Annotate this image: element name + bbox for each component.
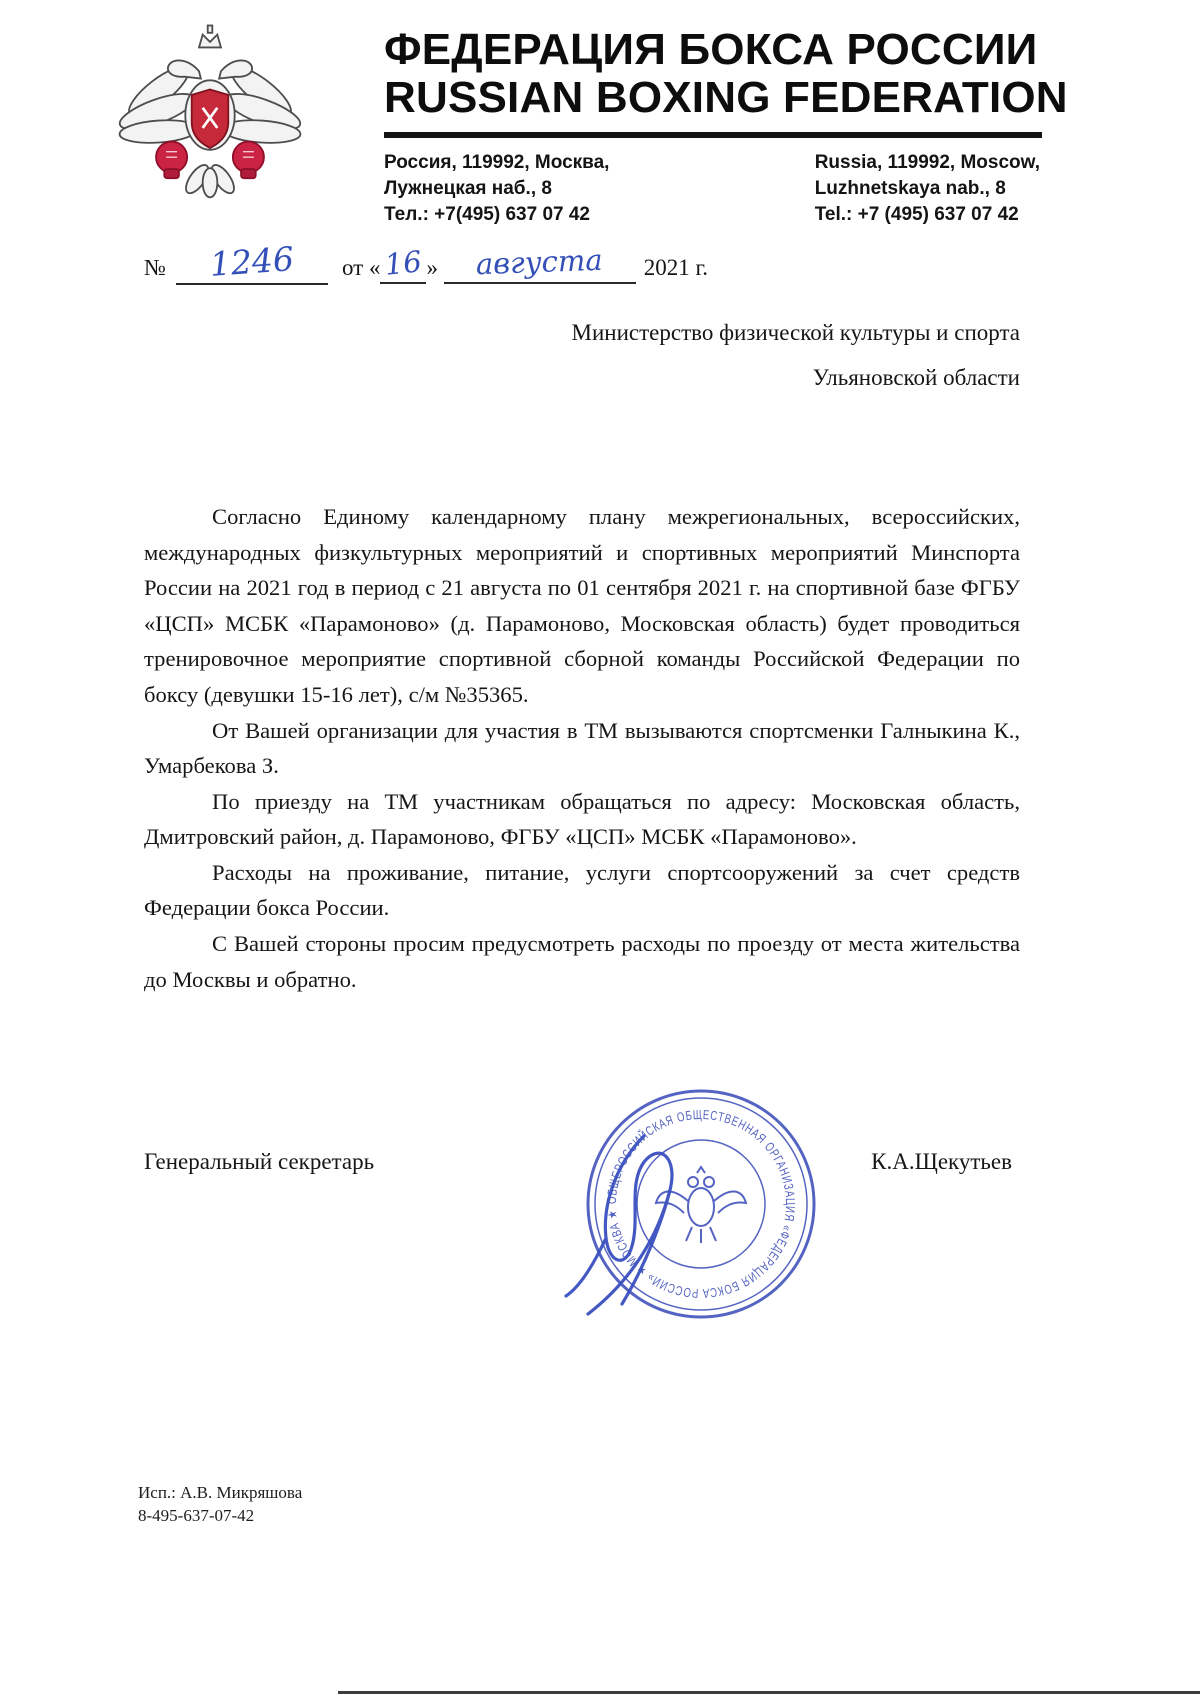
address-en [815,150,1040,229]
executor-phone: 8-495-637-07-42 [138,1505,255,1525]
signature-ink-icon [548,1118,733,1323]
executor-footer [138,1482,302,1528]
body-paragraph: Расходы на проживание, питание, услуги спортсооружений за счет средств Федерации бокса России. [144,859,1020,921]
signer-position: Генеральный секретарь [144,1149,375,1175]
addressee-line-1: Министерство физической культуры и спорта [571,320,1020,346]
ref-year-label: 2021 г. [643,255,709,281]
address-ru [384,150,609,229]
addressee-block [0,311,1020,401]
letter-body [144,499,1020,997]
ref-from-label: от « [341,255,381,281]
ref-quote-close: » [426,255,438,281]
scan-artifact-line [338,1691,1200,1694]
address-en-line: Luzhnetskaya nab., 8 [814,178,1006,199]
handwritten-day: 16 [383,244,424,283]
address-en-line: Russia, 119992, Moscow, [814,151,1040,173]
org-name-en: RUSSIAN BOXING FEDERATION [384,73,1068,123]
handwritten-signature [548,1118,733,1323]
address-ru-line: Лужнецкая наб., 8 [384,178,552,199]
letterhead [0,0,1200,228]
stamp-ring-text: ОБЩЕРОССИЙСКАЯ ОБЩЕСТВЕННАЯ ОРГАНИЗАЦИЯ «ФЕДЕРАЦИЯ БОКСА РОССИИ» ★ МОСКВА ★ [603,1106,799,1302]
body-paragraph: С Вашей стороны просим предусмотреть расходы по проезду от места жительства до Москвы и обратно. [144,931,1020,992]
address-block [384,150,1042,229]
double-headed-eagle-icon [116,20,304,212]
ref-day-slot [380,244,426,284]
handwritten-month: августа [475,243,604,282]
address-ru-line: Россия, 119992, Москва, [384,151,610,173]
address-en-line: Tel.: +7 (495) 637 07 42 [814,204,1019,226]
letterhead-text [384,20,1068,228]
ref-number-slot [176,239,328,285]
header-divider [384,132,1042,138]
ref-month-slot [444,243,636,284]
federation-coat-of-arms [116,20,304,212]
ref-number-label: № [144,255,166,281]
addressee-line-2: Ульяновской области [812,365,1020,391]
handwritten-ref-number: 1246 [208,239,296,285]
signer-name: К.А.Щекутьев [871,1149,1012,1175]
org-name-ru: ФЕДЕРАЦИЯ БОКСА РОССИИ [384,25,1038,74]
body-paragraph: От Вашей организации для участия в ТМ вызываются спортсменки Галныкина К., Умарбекова З. [144,717,1020,779]
address-ru-line: Тел.: +7(495) 637 07 42 [384,204,591,226]
body-paragraph: По приезду на ТМ участникам обращаться по адресу: Московская область, Дмитровский район, д. Парамоново, ФГБУ «ЦСП» МСБК «Парамоново». [144,788,1020,850]
body-paragraph: Согласно Единому календарному плану межрегиональных, всероссийских, международных физкультурных мероприятий и спортивных мероприятий Минспорта России на 2021 год в период с 21 августа по 01 сентября 2021 г. на спортивной базе ФГБУ «ЦСП» МСБК «Парамоново» (д. Парамоново, Московская область) будет проводиться тренировочное мероприятие спортивной сборной команды Российской Федерации по боксу (девушки 15-16 лет), с/м №35365. [144,504,1020,708]
reference-line [144,239,1200,285]
executor-name: Исп.: А.В. Микряшова [138,1483,303,1502]
